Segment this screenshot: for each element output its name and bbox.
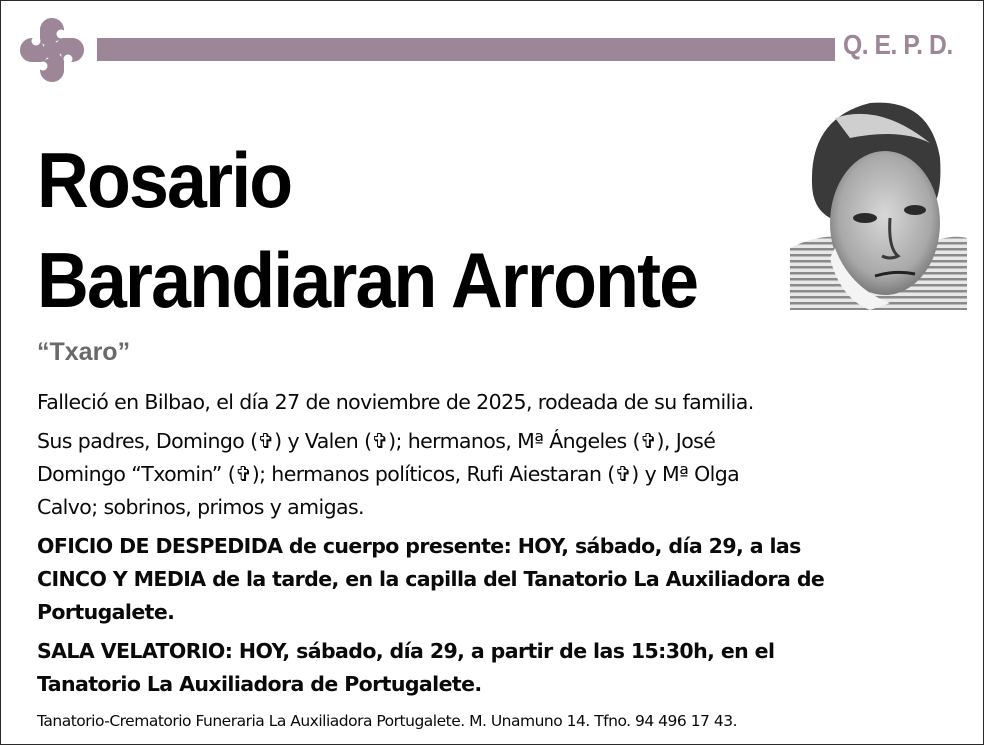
name-line-1: Rosario xyxy=(37,136,292,224)
wake-line: SALA VELATORIO: HOY, sábado, día 29, a partir de las 15:30h, en el xyxy=(37,639,775,663)
notice-body xyxy=(37,386,937,707)
qepd-title: Q. E. P. D. xyxy=(843,29,953,60)
wake-room-info xyxy=(37,635,937,701)
lauburu-icon xyxy=(14,12,90,88)
portrait-photo xyxy=(790,98,967,310)
family-line: Sus padres, Domingo (✞) y Valen (✞); hermanos, Mª Ángeles (✞), José xyxy=(37,429,716,453)
service-line: OFICIO DE DESPEDIDA de cuerpo presente: HOY, sábado, día 29, a las xyxy=(37,534,801,558)
death-announcement: Falleció en Bilbao, el día 27 de noviembre de 2025, rodeada de su familia. xyxy=(37,390,754,414)
family-line: Domingo “Txomin” (✞); hermanos políticos, Rufi Aiestaran (✞) y Mª Olga xyxy=(37,462,740,486)
funeral-home-footer: Tanatorio-Crematorio Funeraria La Auxiliadora Portugalete. M. Unamuno 14. Tfno. 94 496 17 43. xyxy=(37,712,737,730)
funeral-service-info xyxy=(37,530,937,629)
deceased-name xyxy=(37,130,697,330)
name-line-2: Barandiaran Arronte xyxy=(37,236,698,324)
family-line: Calvo; sobrinos, primos y amigas. xyxy=(37,495,364,519)
service-line: Portugalete. xyxy=(37,600,175,624)
nickname: “Txaro” xyxy=(37,338,131,366)
service-line: CINCO Y MEDIA de la tarde, en la capilla del Tanatorio La Auxiliadora de xyxy=(37,567,825,591)
wake-line: Tanatorio La Auxiliadora de Portugalete. xyxy=(37,672,482,696)
family-list xyxy=(37,425,937,524)
header-rule xyxy=(97,38,835,61)
